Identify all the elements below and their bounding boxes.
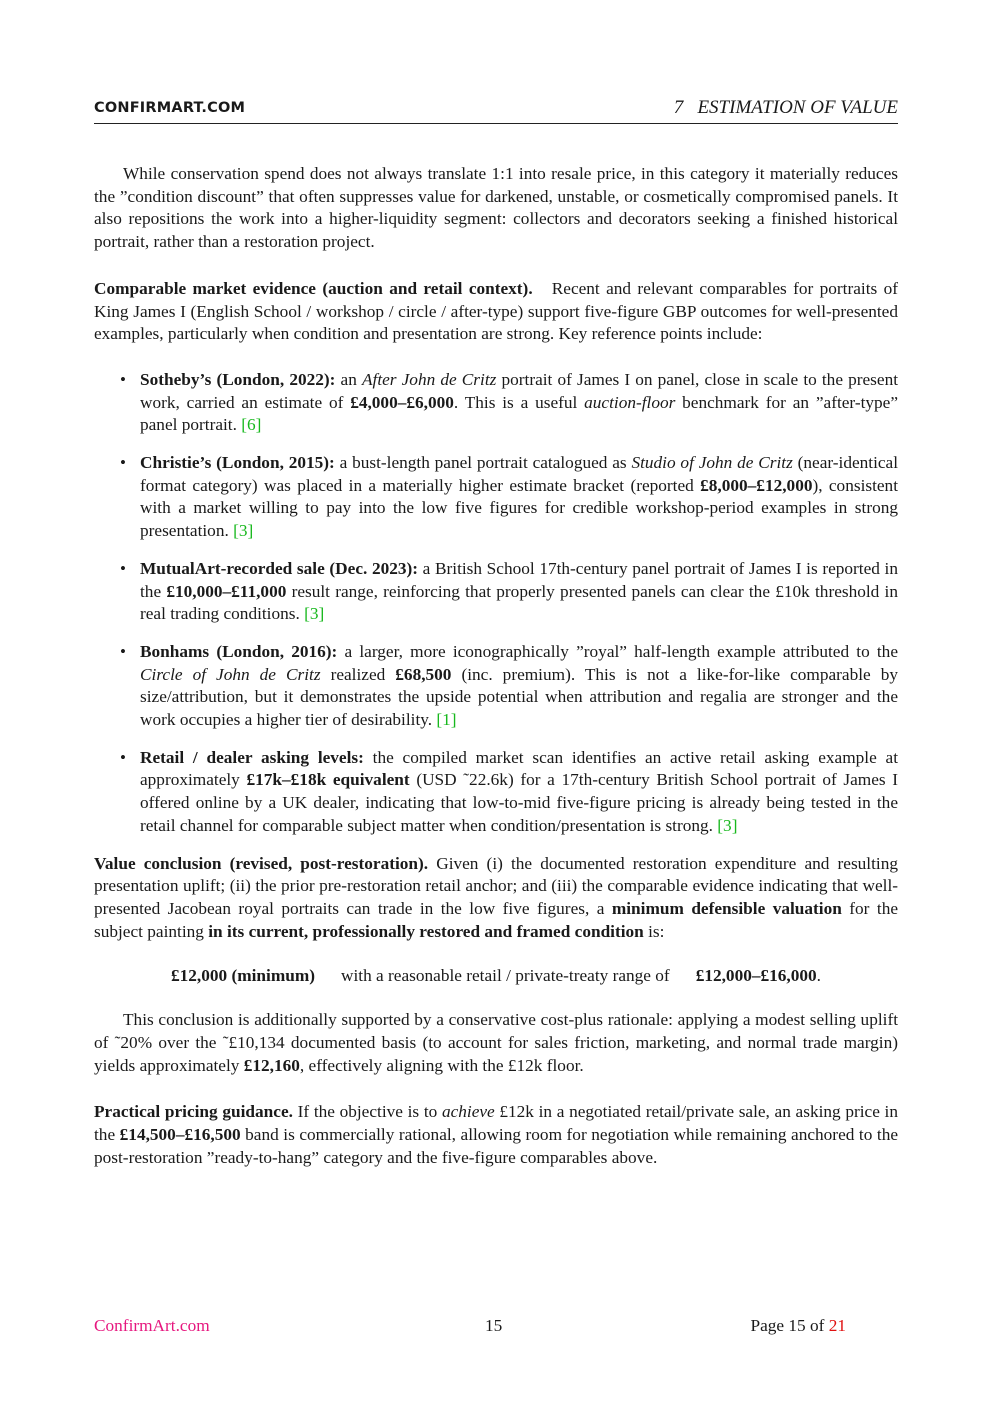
list-item-bonhams <box>140 641 898 732</box>
costplus-text: This conclusion is additionally supported by a conservative cost-plus rationale: applying a modest selling uplift of ˜20% over the ˜£10,134 documented basis (to account for sales friction, marketing, and normal trade margin) yields approximately <box>94 1010 898 1075</box>
footer-page-number: 15 <box>485 1316 503 1335</box>
item-emphasis: Circle of John de Critz <box>140 664 321 684</box>
citation-link[interactable]: [3] <box>717 815 738 835</box>
conclusion-paragraph <box>94 853 898 944</box>
pricing-text: £12k in a negotiated retail/private sale, an asking price in the <box>94 1102 898 1144</box>
conclusion-heading: Value conclusion (revised, post-restoration). <box>94 853 429 873</box>
list-item-mutualart <box>140 558 898 626</box>
footer-page-label: Page 15 of <box>750 1316 825 1335</box>
intro-paragraph: While conservation spend does not always translate 1:1 into resale price, in this category it materially reduces the ”condition discount” that often suppresses value for darkened, unstable, or cosmetically compromised panels. It also repositions the work into a higher-liquidity segment: collectors and decorators seeking a finished historical portrait, rather than a restoration project. <box>94 164 898 252</box>
item-text: result range, reinforcing that properly presented panels can clear the £10k threshold in real trading conditions. <box>140 581 898 624</box>
footer-total-pages-link[interactable]: 21 <box>828 1316 846 1335</box>
conclusion-text: Given (i) the documented restoration expenditure and resulting presentation uplift; (ii) the prior pre-restoration retail anchor; and (iii) the comparable evidence indicating that well-presented Jacobean royal portraits can trade in the low five figures, a <box>94 853 898 918</box>
conclusion-text: for the subject painting <box>94 898 899 941</box>
item-text: an <box>335 369 362 389</box>
costplus-text: , effectively aligning with the £12k floor. <box>299 1055 584 1075</box>
pricing-text: band is commercially rational, allowing room for negotiation while remaining anchored to the post-restoration ”ready-to-hang” category and the five-figure comparables above. <box>94 1124 899 1167</box>
section-heading <box>674 97 898 119</box>
item-lead: MutualArt-recorded sale (Dec. 2023): <box>140 558 419 578</box>
item-text: a British School 17th-century panel portrait of James I is reported in the <box>140 558 898 601</box>
main-body <box>94 163 898 1169</box>
conclusion-emphasis: in its current, professionally restored and framed condition <box>208 921 644 941</box>
running-header <box>94 97 898 124</box>
conclusion-emphasis: minimum defensible valuation <box>611 898 842 918</box>
pricing-paragraph <box>94 1101 898 1169</box>
comparables-list <box>94 369 898 838</box>
section-title: ESTIMATION OF VALUE <box>697 97 898 118</box>
site-logo: CONFIRMART.COM <box>94 100 246 116</box>
item-text: realized <box>320 664 396 684</box>
list-item-christies <box>140 452 898 543</box>
list-item-retail <box>140 747 898 838</box>
item-text: (inc. premium). This is not a like-for-like comparable by size/attribution, but it demonstrates the upside potential when attribution and regalia are stronger and the work occupies a higher tier of desirability. <box>140 664 898 730</box>
list-item-sothebys <box>140 369 898 437</box>
item-value: £68,500 <box>395 664 452 684</box>
comparables-heading: Comparable market evidence (auction and retail context). <box>94 278 533 298</box>
footer-site-link[interactable]: ConfirmArt.com <box>94 1316 210 1335</box>
page-footer <box>94 1316 898 1340</box>
comparables-paragraph <box>94 278 898 346</box>
item-emphasis: After John de Critz <box>361 369 497 389</box>
item-text: the compiled market scan identifies an active retail asking example at approximately <box>140 747 898 790</box>
valuation-middle-text: with a reasonable retail / private-treaty range of <box>341 966 670 986</box>
item-lead: Retail / dealer asking levels: <box>140 747 364 767</box>
item-text: a larger, more iconographically ”royal” half-length example attributed to the <box>337 641 898 661</box>
item-emphasis: auction-floor <box>584 392 676 412</box>
item-emphasis: Studio of John de Critz <box>631 453 793 473</box>
valuation-minimum: £12,000 (minimum) <box>171 966 316 986</box>
item-text: (near-identical format category) was placed in a materially higher estimate bracket (reported <box>140 453 899 495</box>
pricing-emphasis: achieve <box>441 1102 495 1122</box>
item-text: benchmark for an ”after-type” panel portrait. <box>140 392 899 435</box>
costplus-paragraph <box>94 1009 898 1077</box>
comparables-text: Recent and relevant comparables for portraits of King James I (English School / workshop / circle / after-type) support five-figure GBP outcomes for well-presented examples, particularly when condition and presentation are strong. Key reference points include: <box>94 278 898 344</box>
item-lead: Sotheby’s (London, 2022): <box>140 369 336 389</box>
valuation-range: £12,000–£16,000 <box>695 966 817 986</box>
item-value: £17k–£18k equivalent <box>246 770 410 790</box>
citation-link[interactable]: [6] <box>241 415 262 435</box>
valuation-display <box>94 965 898 988</box>
citation-link[interactable]: [3] <box>304 604 325 624</box>
item-value: £10,000–£11,000 <box>166 581 287 601</box>
footer-page-count <box>750 1316 846 1336</box>
costplus-value: £12,160 <box>243 1055 300 1075</box>
item-lead: Christie’s (London, 2015): <box>140 453 335 473</box>
pricing-value: £14,500–£16,500 <box>119 1124 241 1144</box>
valuation-period: . <box>816 966 821 986</box>
citation-link[interactable]: [1] <box>436 710 457 730</box>
section-number: 7 <box>673 97 684 118</box>
item-text: a bust-length panel portrait catalogued as <box>334 453 632 473</box>
item-text: ), consistent with a market willing to pay into the low five figures for credible workshop-period examples in strong presentation. <box>140 475 899 541</box>
item-value: £8,000–£12,000 <box>700 475 813 495</box>
item-lead: Bonhams (London, 2016): <box>140 641 338 661</box>
item-text: (USD ˜22.6k) for a 17th-century British School portrait of James I offered online by a UK dealer, indicating that low-to-mid five-figure pricing is already being tested in the retail channel for comparable subject matter when condition/presentation is strong. <box>140 770 899 835</box>
citation-link[interactable]: [3] <box>233 521 254 541</box>
item-value: £4,000–£6,000 <box>350 392 454 412</box>
item-text: portrait of James I on panel, close in scale to the present work, carried an estimate of <box>140 369 899 412</box>
pricing-text: If the objective is to <box>292 1102 442 1122</box>
conclusion-text: is: <box>643 921 665 941</box>
item-text: . This is a useful <box>453 392 585 412</box>
pricing-heading: Practical pricing guidance. <box>94 1102 293 1122</box>
